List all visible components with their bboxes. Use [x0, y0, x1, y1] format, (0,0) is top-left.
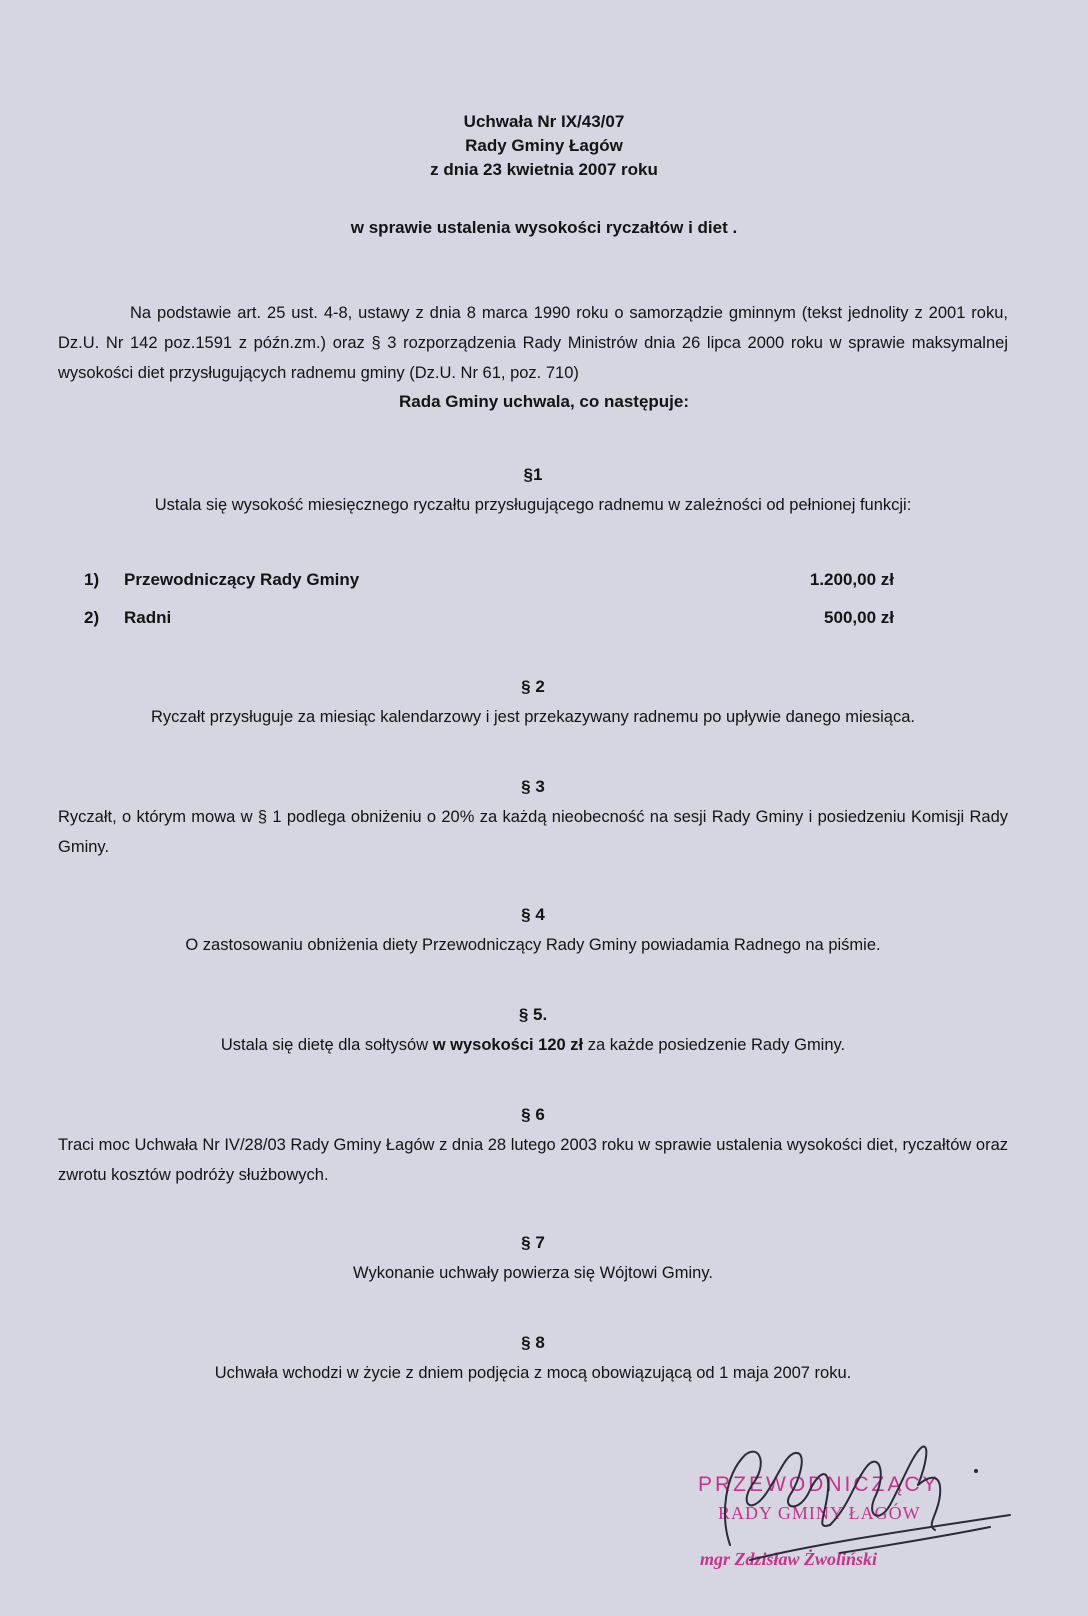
document-header	[0, 110, 1088, 182]
section-6	[58, 1100, 1008, 1190]
stamp-name: mgr Zdzisław Żwoliński	[700, 1549, 878, 1569]
list-item	[84, 561, 894, 599]
list-item	[84, 599, 894, 637]
section-7-text: Wykonanie uchwały powierza się Wójtowi Gminy.	[353, 1264, 713, 1282]
section-3	[58, 772, 1008, 862]
list-item-label: Radni	[124, 608, 172, 627]
allowance-list	[84, 561, 894, 637]
stamp-and-signature	[690, 1435, 1050, 1585]
section-5-amount: w wysokości 120 zł	[432, 1036, 584, 1054]
section-5-symbol: § 5.	[518, 1005, 548, 1024]
resolution-title: Uchwała Nr IX/43/07	[463, 112, 625, 131]
list-item-amount: 500,00 zł	[824, 608, 894, 627]
section-2-text: Ryczałt przysługuje za miesiąc kalendarzowy i jest przekazywany radnemu po upływie danego miesiąca.	[151, 708, 915, 726]
section-4	[58, 900, 1008, 960]
list-item-number: 1)	[84, 570, 100, 589]
preamble-text: Na podstawie art. 25 ust. 4-8, ustawy z dnia 8 marca 1990 roku o samorządzie gminnym (tekst jednolity z 2001 roku, Dz.U. Nr 142 poz.1591 z późn.zm.) oraz § 3 rozporządzenia Rady Ministrów dnia 26 lipca 2000 roku w sprawie maksymalnej wysokości diet przysługujących radnemu gminy (Dz.U. Nr 61, poz. 710)	[58, 304, 1008, 382]
section-5-text-after: za każde posiedzenie Rady Gminy.	[583, 1036, 846, 1054]
section-7	[58, 1228, 1008, 1288]
resolves-heading: Rada Gminy uchwala, co następuje:	[398, 392, 690, 411]
section-6-text: Traci moc Uchwała Nr IV/28/03 Rady Gminy Łagów z dnia 28 lutego 2003 roku w sprawie ustalenia wysokości diet, ryczałtów oraz zwrotu kosztów podróży służbowych.	[58, 1136, 1008, 1184]
section-4-text: O zastosowaniu obniżenia diety Przewodniczący Rady Gminy powiadamia Radnego na piśmie.	[185, 936, 881, 954]
section-7-symbol: § 7	[521, 1233, 545, 1252]
section-3-text: Ryczałt, o którym mowa w § 1 podlega obniżeniu o 20% za każdą nieobecność na sesji Rady Gminy i posiedzeniu Komisji Rady Gminy.	[58, 808, 1008, 856]
section-2-symbol: § 2	[521, 677, 545, 696]
preamble	[58, 298, 1008, 388]
list-item-label: Przewodniczący Rady Gminy	[124, 570, 360, 589]
list-item-amount: 1.200,00 zł	[809, 570, 894, 589]
resolution-subject: w sprawie ustalenia wysokości ryczałtów i diet .	[350, 218, 738, 237]
section-8-text: Uchwała wchodzi w życie z dniem podjęcia z mocą obowiązującą od 1 maja 2007 roku.	[214, 1364, 852, 1382]
section-2	[58, 672, 1008, 732]
section-5-text-before: Ustala się dietę dla sołtysów	[220, 1036, 433, 1054]
handwritten-signature	[690, 1435, 1050, 1585]
section-8-symbol: § 8	[521, 1333, 545, 1352]
stamp-title: PRZEWODNICZĄCY	[698, 1473, 940, 1496]
section-5-text	[58, 1030, 1008, 1060]
resolution-date: z dnia 23 kwietnia 2007 roku	[430, 160, 658, 179]
stamp-council: RADY GMINY ŁAGÓW	[718, 1503, 921, 1523]
section-3-symbol: § 3	[521, 777, 545, 796]
section-8	[58, 1328, 1008, 1388]
section-5	[58, 1000, 1008, 1060]
council-name: Rady Gminy Łagów	[465, 136, 623, 155]
section-6-symbol: § 6	[521, 1105, 545, 1124]
section-4-symbol: § 4	[521, 905, 545, 924]
section-1-text: Ustala się wysokość miesięcznego ryczałtu przysługującego radnemu w zależności od pełnionej funkcji:	[154, 496, 912, 514]
list-item-number: 2)	[84, 608, 100, 627]
section-1	[58, 460, 1008, 520]
section-1-symbol: §1	[523, 465, 543, 484]
